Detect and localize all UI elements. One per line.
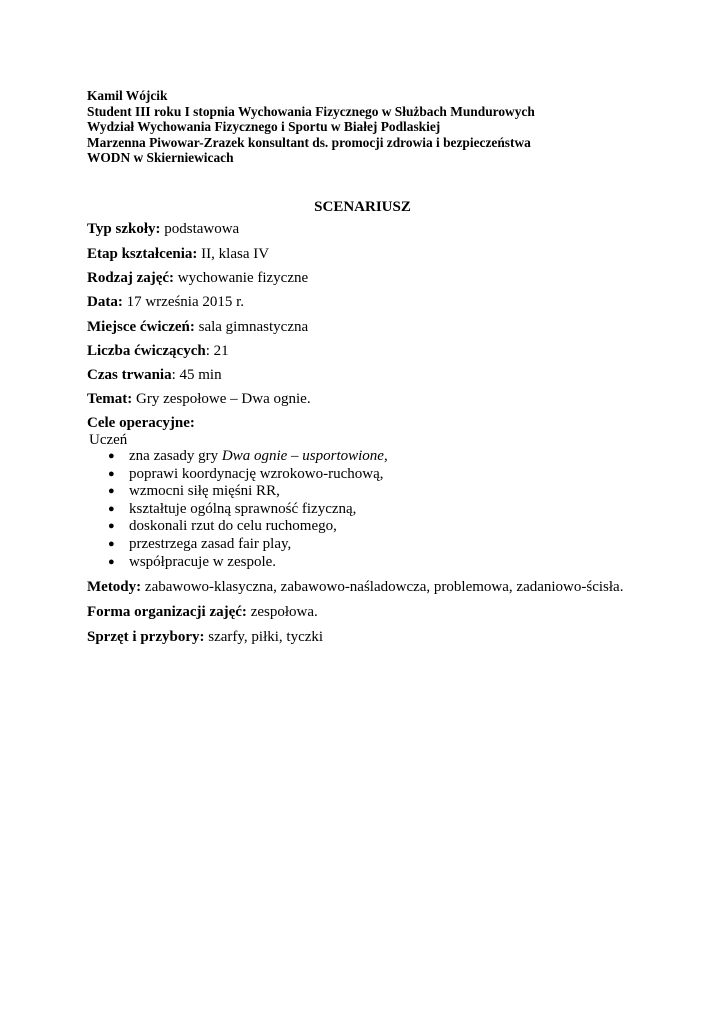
bullet-icon: ● [108,537,115,550]
bullet-icon: ● [108,450,115,462]
goal-text: przestrzega zasad fair play, [129,535,292,552]
goal-text: wzmocni siłę mięśni RR, [129,483,280,500]
field-value: wychowanie fizyczne [174,270,309,286]
author-name: Kamil Wójcik [87,88,168,103]
field-label: Metody: [87,579,142,595]
goal-item [108,448,388,466]
field-label: Sprzęt i przybory: [87,629,205,645]
field-value: 17 września 2015 r. [122,294,245,310]
goal-text: poprawi koordynację wzrokowo-ruchową, [129,465,384,482]
author-header [87,88,535,166]
field-label: Temat: [87,391,133,407]
field-value: szarfy, piłki, tyczki [204,629,324,645]
bullet-icon: ● [108,467,115,480]
field-value: : 21 [205,343,229,359]
field-equipment [87,628,323,646]
goal-text: zna zasady gry [129,448,222,464]
field-participants [87,342,229,360]
bullet-icon: ● [108,485,115,498]
goal-item [108,554,388,572]
goal-item [108,501,388,519]
field-topic [87,390,311,408]
goal-item [108,483,388,501]
goal-item [108,518,388,536]
goal-text: doskonali rzut do celu ruchomego, [129,518,337,535]
consultant-name: Marzenna Piwowar-Zrazek konsultant ds. promocji zdrowia i bezpieczeństwa [87,134,531,150]
goal-text: współpracuje w zespole. [129,553,277,570]
field-place [87,318,308,336]
field-class-type [87,269,308,287]
goal-item [108,466,388,484]
field-methods [87,578,623,596]
field-label: Rodzaj zajęć: [87,270,175,286]
field-label: Data: [87,294,123,310]
field-value: Gry zespołowe – Dwa ognie. [132,391,311,407]
bullet-icon: ● [108,520,115,533]
consultant-institution: WODN w Skierniewicach [87,150,234,166]
bullet-icon: ● [108,502,115,515]
goal-text: kształtuje ogólną sprawność fizyczną, [129,500,357,517]
field-label: Etap kształcenia: [87,246,198,262]
document-title: SCENARIUSZ [314,199,411,215]
bullet-icon: ● [108,555,115,568]
field-value: zabawowo-klasyczna, zabawowo-naśladowcza, problemowa, zadaniowo-ścisła. [141,579,624,595]
goals-heading: Cele operacyjne: [87,415,195,431]
goals-learner: Uczeń [89,432,128,448]
goal-suffix: , [383,448,388,464]
field-label: Typ szkoły: [87,221,161,237]
author-faculty: Wydział Wychowania Fizycznego i Sportu w Białej Podlaskiej [87,119,441,135]
field-value: sala gimnastyczna [194,319,309,335]
field-organization [87,603,318,621]
field-duration [87,366,222,384]
field-label: Liczba ćwiczących [87,343,206,359]
field-value: podstawowa [160,221,240,237]
field-school-type [87,220,239,238]
field-value: II, klasa IV [197,246,270,262]
goals-list [108,448,388,571]
field-date [87,293,244,311]
author-study: Student III roku I stopnia Wychowania Fizycznego w Służbach Mundurowych [87,103,535,119]
goal-item [108,536,388,554]
goal-game-name: Dwa ognie – usportowione [221,448,384,464]
field-label: Miejsce ćwiczeń: [87,319,195,335]
field-label: Czas trwania [87,367,172,383]
field-label: Forma organizacji zajęć: [87,604,247,620]
field-education-stage [87,245,269,263]
field-value: : 45 min [171,367,222,383]
field-value: zespołowa. [246,604,318,620]
